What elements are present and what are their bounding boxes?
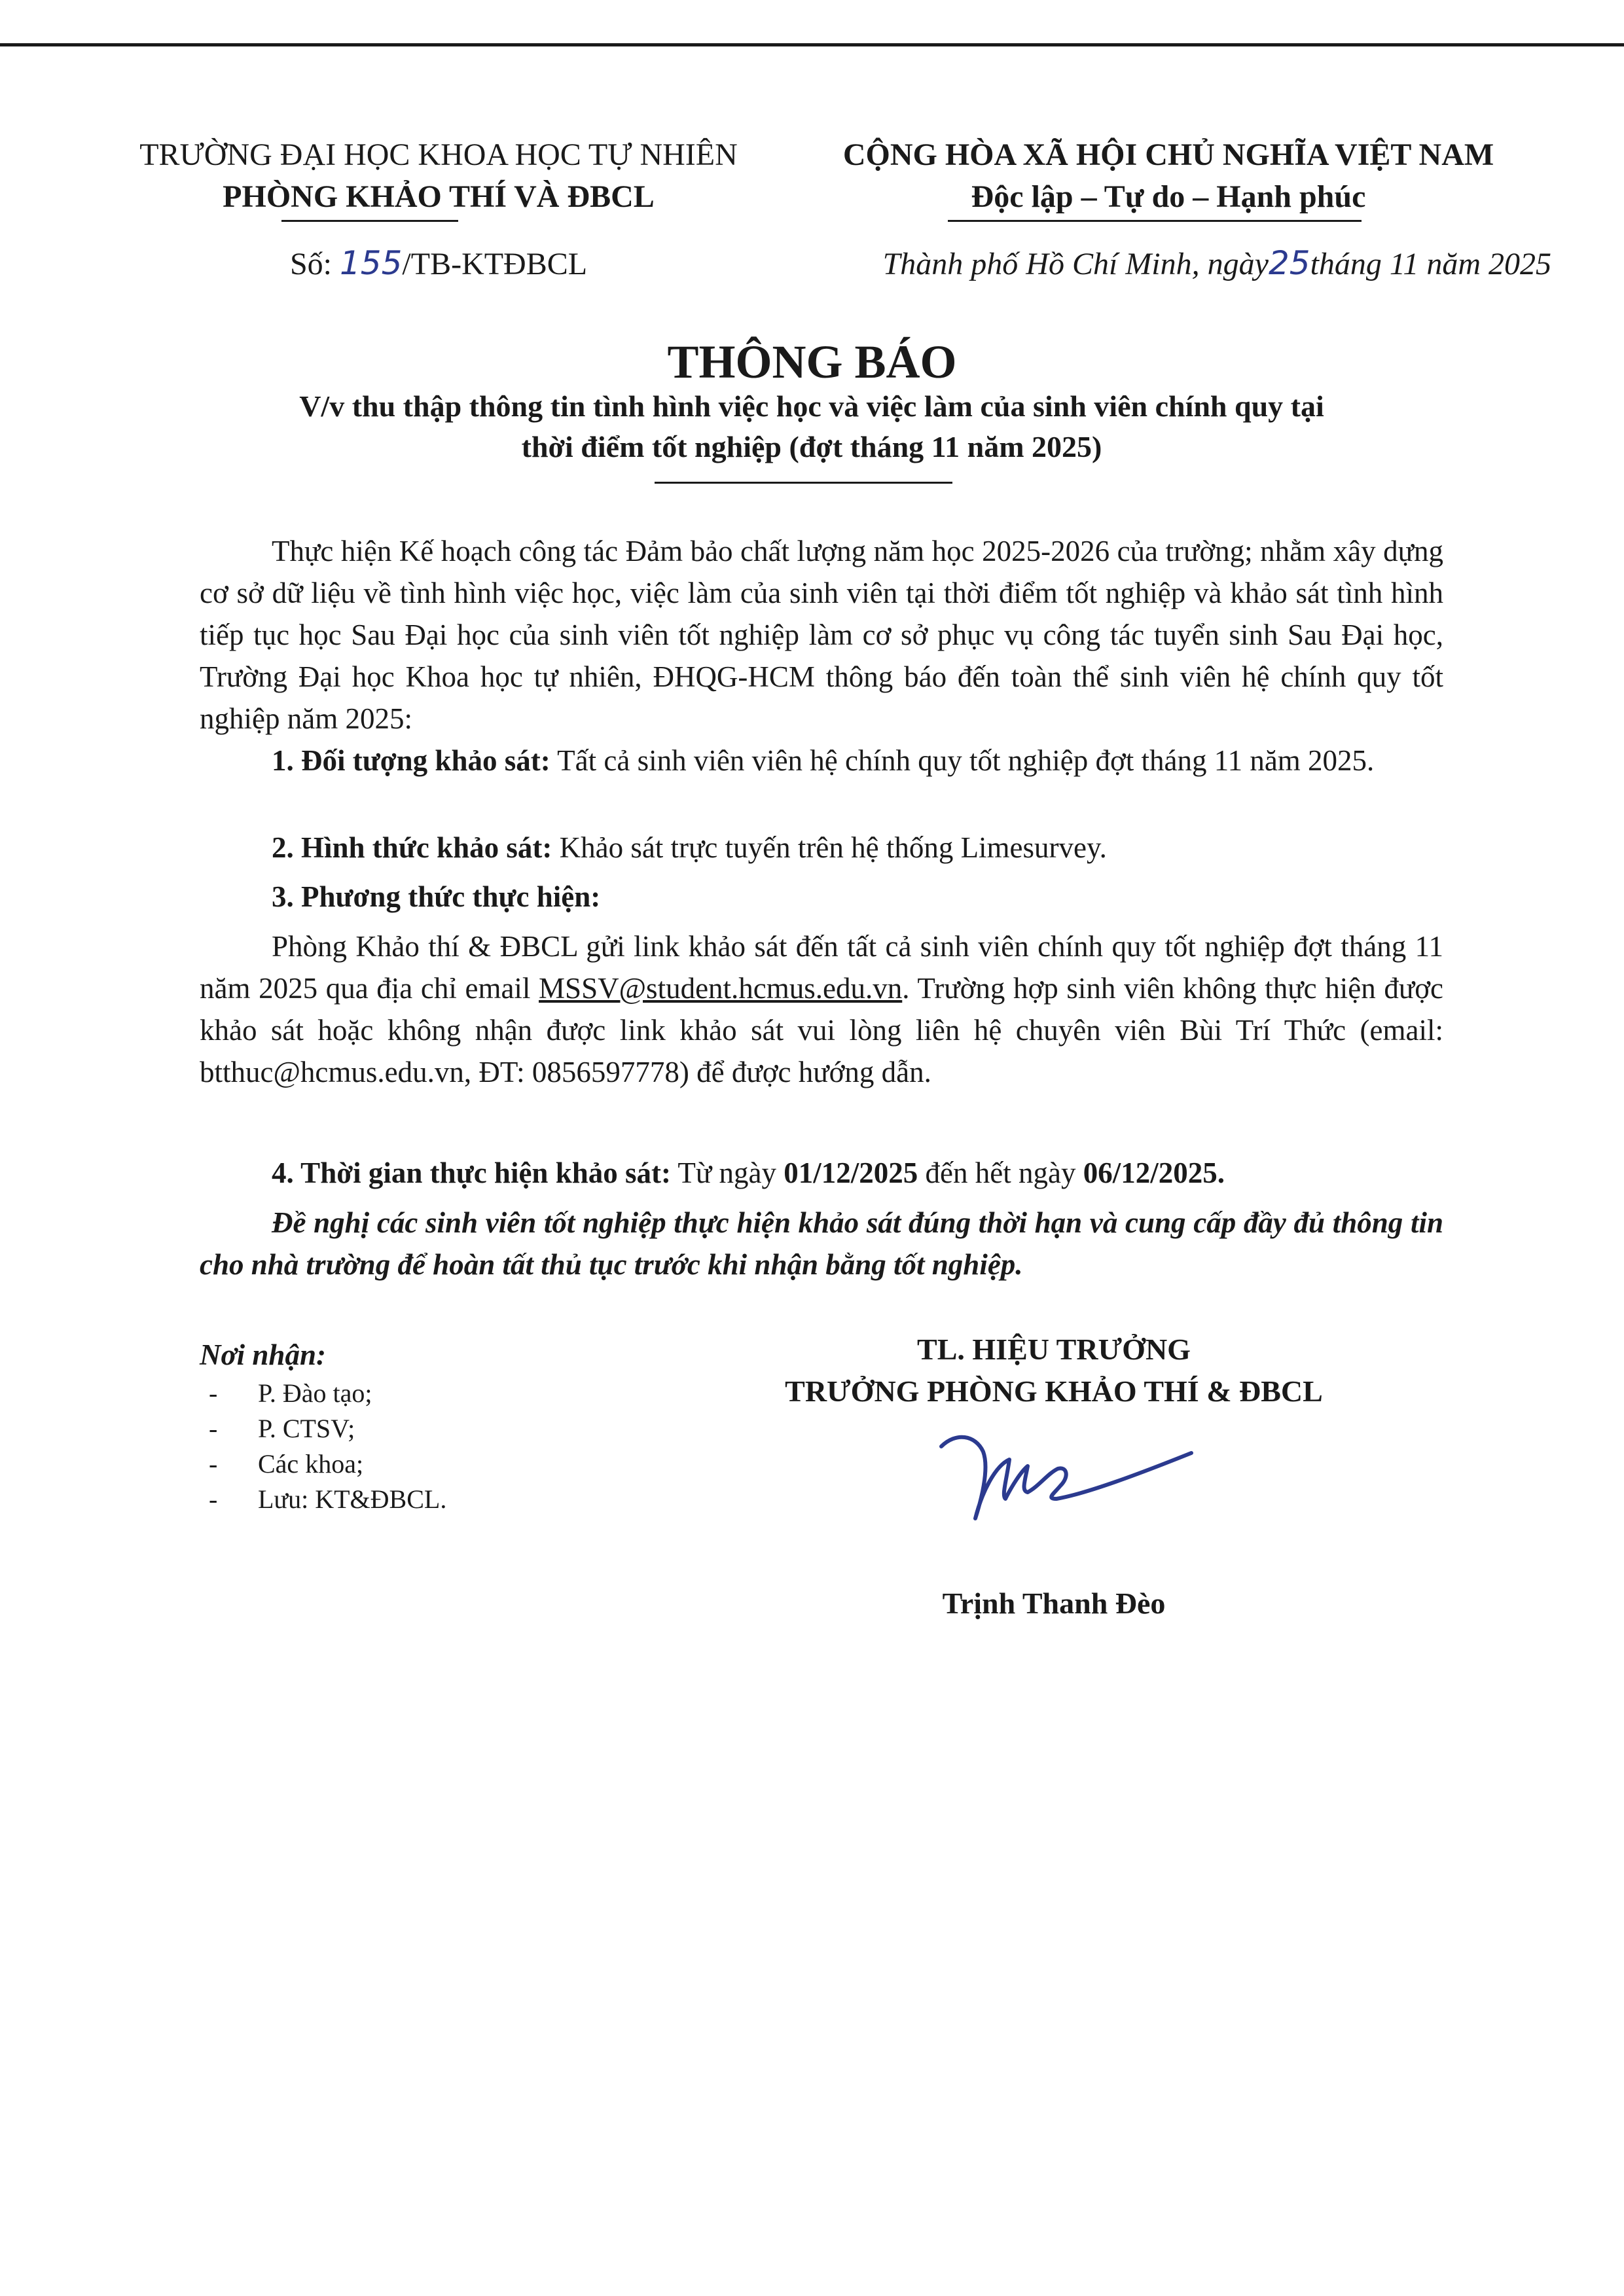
item4-label: 4. Thời gian thực hiện khảo sát: <box>272 1157 671 1189</box>
signature-title-block <box>720 1329 1388 1412</box>
item-survey-form <box>200 827 1443 869</box>
date-day-handwritten: 25 <box>1268 244 1310 282</box>
survey-end-date: 06/12/2025. <box>1083 1157 1225 1189</box>
document-number-suffix: /TB-KTĐBCL <box>402 247 588 281</box>
student-email-link[interactable]: MSSV@student.hcmus.edu.vn <box>539 972 903 1005</box>
closing-request: Đề nghị các sinh viên tốt nghiệp thực hiện khảo sát đúng thời hạn và cung cấp đầy đủ thông tin cho nhà trường để hoàn tất thủ tục trước khi nhận bằng tốt nghiệp. <box>200 1206 1443 1281</box>
date-prefix: Thành phố Hồ Chí Minh, ngày <box>882 247 1269 281</box>
document-subject <box>216 386 1407 467</box>
item4-text-before: Từ ngày <box>670 1157 784 1189</box>
item4-text-middle: đến hết ngày <box>918 1157 1083 1189</box>
recipient-item: - P. CTSV; <box>209 1414 355 1443</box>
item-survey-subjects <box>200 740 1443 781</box>
scan-top-border <box>0 43 1624 46</box>
title-underline <box>655 482 952 484</box>
handwritten-signature <box>929 1420 1204 1532</box>
recipient-item: - Các khoa; <box>209 1449 364 1479</box>
document-number <box>124 242 753 285</box>
issuer-underline <box>281 220 458 222</box>
recipient-item: - Lưu: KT&ĐBCL. <box>209 1484 447 1514</box>
document-date <box>740 242 1551 285</box>
document-number-handwritten: 155 <box>339 244 403 282</box>
recipient-item: - P. Đào tạo; <box>209 1378 372 1408</box>
subject-line-1: V/v thu thập thông tin tình hình việc học và việc làm của sinh viên chính quy tại <box>299 389 1324 423</box>
document-title: THÔNG BÁO <box>667 336 957 388</box>
survey-start-date: 01/12/2025 <box>784 1157 918 1189</box>
item3-label: 3. Phương thức thực hiện: <box>272 880 601 913</box>
signature-line-2: TRƯỞNG PHÒNG KHẢO THÍ & ĐBCL <box>785 1374 1323 1408</box>
item2-label: 2. Hình thức khảo sát: <box>272 831 552 864</box>
item2-text: Khảo sát trực tuyến trên hệ thống Limesurvey. <box>552 831 1107 864</box>
recipients-block <box>200 1334 658 1517</box>
item-method-heading <box>200 876 1443 918</box>
subject-line-2: thời điểm tốt nghiệp (đợt tháng 11 năm 2025) <box>521 430 1102 463</box>
date-suffix: tháng 11 năm 2025 <box>1310 247 1551 281</box>
item3-text-before: Phòng Khảo thí & ĐBCL gửi link khảo sát đến tất cả sinh viên chính quy tốt nghiệp đợt tháng 11 năm 2025 qua địa chỉ email <box>200 930 1443 1005</box>
signature-line-1: TL. HIỆU TRƯỞNG <box>917 1333 1191 1366</box>
signer-name: Trịnh Thanh Đèo <box>942 1587 1166 1620</box>
item1-text: Tất cả sinh viên viên hệ chính quy tốt nghiệp đợt tháng 11 năm 2025. <box>550 744 1375 777</box>
national-motto: Độc lập – Tự do – Hạnh phúc <box>971 179 1366 214</box>
item-survey-time <box>200 1152 1443 1194</box>
national-motto-block <box>805 134 1532 218</box>
item1-label: 1. Đối tượng khảo sát: <box>272 744 550 777</box>
motto-underline <box>948 220 1362 222</box>
issuer-department: PHÒNG KHẢO THÍ VÀ ĐBCL <box>223 179 655 214</box>
national-name: CỘNG HÒA XÃ HỘI CHỦ NGHĨA VIỆT NAM <box>842 137 1494 172</box>
issuer-block <box>124 134 753 218</box>
item3-text-after: . Trường hợp sinh viên không thực hiện được khảo sát hoặc không nhận được link khảo sát vui lòng liên hệ chuyên viên Bùi Trí Thức (email: btthuc@hcmus.edu.vn, ĐT: 0856597778) để được hướng dẫn. <box>200 972 1443 1088</box>
recipients-title: Nơi nhận: <box>200 1338 326 1371</box>
item-method-paragraph <box>200 925 1443 1093</box>
intro-paragraph: Thực hiện Kế hoạch công tác Đảm bảo chất lượng năm học 2025-2026 của trường; nhằm xây dựng cơ sở dữ liệu về tình hình việc học, việc làm của sinh viên tại thời điểm tốt nghiệp và khảo sát tình hình tiếp tục học Sau Đại học của sinh viên tốt nghiệp làm cơ sở phục vụ công tác tuyển sinh Sau Đại học, Trường Đại học Khoa học tự nhiên, ĐHQG-HCM thông báo đến toàn thể sinh viên hệ chính quy tốt nghiệp năm 2025: <box>200 535 1443 735</box>
issuer-university: TRƯỜNG ĐẠI HỌC KHOA HỌC TỰ NHIÊN <box>139 137 738 172</box>
document-number-prefix: Số: <box>289 247 340 281</box>
